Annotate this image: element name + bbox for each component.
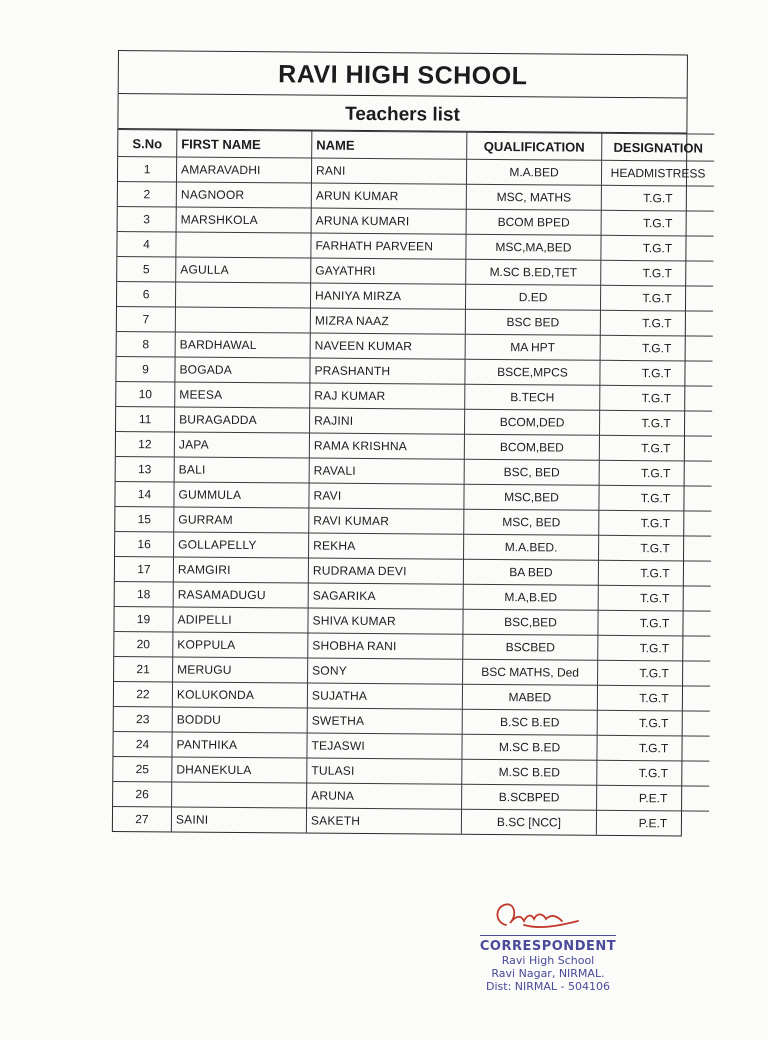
name-cell: ARUNA [307, 783, 462, 809]
qualification-cell: B.SCBPED [462, 784, 597, 810]
sno-cell: 14 [115, 481, 174, 506]
first-name-cell: BODDU [172, 707, 307, 733]
designation-cell: T.G.T [597, 735, 710, 761]
sno-cell: 17 [115, 556, 174, 581]
qualification-cell: MSC, BED [464, 509, 599, 535]
qualification-cell: M.A,B.ED [463, 584, 598, 610]
column-header-designation: DESIGNATION [602, 133, 715, 161]
name-cell: MIZRA NAAZ [310, 308, 465, 334]
first-name-cell: AGULLA [176, 257, 311, 283]
designation-cell: T.G.T [600, 360, 713, 386]
first-name-cell: BALI [174, 457, 309, 483]
sno-cell: 4 [117, 232, 176, 257]
stamp-district: Dist: NIRMAL - 504106 [486, 980, 610, 993]
sno-cell: 13 [116, 456, 175, 481]
designation-cell: P.E.T [597, 785, 710, 811]
qualification-cell: M.A.BED. [464, 534, 599, 560]
sno-cell: 22 [114, 681, 173, 706]
qualification-cell: MSC,BED [464, 484, 599, 510]
designation-cell: T.G.T [601, 260, 714, 286]
qualification-cell: BCOM BPED [466, 209, 601, 235]
designation-cell: T.G.T [598, 635, 711, 661]
sno-cell: 16 [115, 531, 174, 556]
designation-cell: T.G.T [600, 385, 713, 411]
name-cell: HANIYA MIRZA [310, 283, 465, 309]
first-name-cell: KOPPULA [173, 632, 308, 658]
sno-cell: 23 [114, 706, 173, 731]
name-cell: SHOBHA RANI [308, 633, 463, 659]
designation-cell: P.E.T [596, 810, 709, 835]
designation-cell: T.G.T [599, 460, 712, 486]
first-name-cell: GOLLAPELLY [174, 532, 309, 558]
qualification-cell: B.SC [NCC] [461, 809, 596, 835]
teachers-table [113, 129, 714, 836]
first-name-cell: ADIPELLI [173, 607, 308, 633]
first-name-cell: BARDHAWAL [175, 332, 310, 358]
qualification-cell: M.SC B.ED [462, 759, 597, 785]
designation-cell: T.G.T [598, 610, 711, 636]
qualification-cell: M.A.BED [466, 159, 601, 185]
designation-cell: T.G.T [599, 535, 712, 561]
first-name-cell [176, 232, 311, 258]
sno-cell: 12 [116, 431, 175, 456]
qualification-cell: M.SC B.ED [462, 734, 597, 760]
sno-cell: 15 [115, 506, 174, 531]
sno-cell: 11 [116, 406, 175, 431]
first-name-cell: JAPA [174, 432, 309, 458]
first-name-cell: BURAGADDA [175, 407, 310, 433]
stamp-school-name: Ravi High School [501, 954, 595, 967]
first-name-cell: GURRAM [174, 507, 309, 533]
qualification-cell: M.SC B.ED,TET [466, 259, 601, 285]
name-cell: SONY [308, 658, 463, 684]
sno-cell: 18 [115, 581, 174, 606]
sno-cell: 10 [116, 381, 175, 406]
name-cell: RAJ KUMAR [310, 383, 465, 409]
sno-cell: 26 [113, 781, 172, 806]
name-cell: SHIVA KUMAR [308, 608, 463, 634]
list-title: Teachers list [118, 94, 686, 133]
name-cell: ARUNA KUMARI [311, 208, 466, 234]
first-name-cell: PANTHIKA [172, 732, 307, 758]
column-header-name: NAME [312, 131, 467, 159]
designation-cell: HEADMISTRESS [601, 160, 714, 186]
table-row [113, 806, 709, 835]
designation-cell: T.G.T [601, 235, 714, 261]
sno-cell: 27 [113, 806, 172, 831]
name-cell: SAKETH [306, 808, 461, 834]
name-cell: PRASHANTH [310, 358, 465, 384]
first-name-cell: BOGADA [175, 357, 310, 383]
first-name-cell: DHANEKULA [172, 757, 307, 783]
first-name-cell: NAGNOOR [176, 182, 311, 208]
sno-cell: 3 [118, 207, 177, 232]
sno-cell: 2 [118, 182, 177, 207]
sno-cell: 21 [114, 656, 173, 681]
name-cell: RAVI [309, 483, 464, 509]
sno-cell: 25 [113, 756, 172, 781]
column-header-qualification: QUALIFICATION [467, 132, 602, 160]
sno-cell: 19 [114, 606, 173, 631]
first-name-cell: AMARAVADHI [176, 157, 311, 183]
signature [458, 895, 638, 935]
name-cell: FARHATH PARVEEN [311, 233, 466, 259]
sno-cell: 1 [118, 157, 177, 182]
qualification-cell: B.TECH [465, 384, 600, 410]
qualification-cell: MSC, MATHS [466, 184, 601, 210]
stamp-address: Ravi Nagar, NIRMAL. [491, 967, 605, 980]
qualification-cell: BCOM,DED [464, 409, 599, 435]
designation-cell: T.G.T [599, 510, 712, 536]
name-cell: RAMA KRISHNA [309, 433, 464, 459]
designation-cell: T.G.T [600, 310, 713, 336]
first-name-cell [175, 282, 310, 308]
designation-cell: T.G.T [601, 210, 714, 236]
first-name-cell: RAMGIRI [173, 557, 308, 583]
sno-cell: 9 [116, 356, 175, 381]
first-name-cell: GUMMULA [174, 482, 309, 508]
column-header-sno: S.No [118, 130, 177, 157]
designation-cell: T.G.T [601, 185, 714, 211]
name-cell: REKHA [309, 533, 464, 559]
column-header-first-name: FIRST NAME [177, 130, 312, 158]
designation-cell: T.G.T [598, 660, 711, 686]
sno-cell: 6 [117, 282, 176, 307]
correspondent-stamp [458, 895, 638, 993]
name-cell: SUJATHA [307, 683, 462, 709]
name-cell: GAYATHRI [311, 258, 466, 284]
designation-cell: T.G.T [597, 760, 710, 786]
teachers-list-sheet [112, 50, 706, 836]
first-name-cell [172, 782, 307, 808]
qualification-cell: BA BED [463, 559, 598, 585]
stamp-title: CORRESPONDENT [480, 935, 616, 954]
designation-cell: T.G.T [597, 685, 710, 711]
designation-cell: T.G.T [600, 285, 713, 311]
designation-cell: T.G.T [599, 485, 712, 511]
qualification-cell: BSCE,MPCS [465, 359, 600, 385]
sno-cell: 8 [117, 331, 176, 356]
qualification-cell: BSC, BED [464, 459, 599, 485]
name-cell: SWETHA [307, 708, 462, 734]
sno-cell: 20 [114, 631, 173, 656]
qualification-cell: MABED [462, 684, 597, 710]
name-cell: RUDRAMA DEVI [308, 558, 463, 584]
first-name-cell: MEESA [175, 382, 310, 408]
name-cell: RAJINI [309, 408, 464, 434]
first-name-cell: MERUGU [173, 657, 308, 683]
name-cell: SAGARIKA [308, 583, 463, 609]
qualification-cell: BSC MATHS, Ded [463, 659, 598, 685]
table-body [113, 157, 714, 836]
first-name-cell: KOLUKONDA [172, 682, 307, 708]
name-cell: RANI [311, 158, 466, 184]
name-cell: RAVI KUMAR [309, 508, 464, 534]
name-cell: TULASI [307, 758, 462, 784]
designation-cell: T.G.T [599, 435, 712, 461]
first-name-cell: SAINI [171, 807, 306, 833]
qualification-cell: D.ED [465, 284, 600, 310]
qualification-cell: B.SC B.ED [462, 709, 597, 735]
first-name-cell [175, 307, 310, 333]
designation-cell: T.G.T [599, 410, 712, 436]
first-name-cell: RASAMADUGU [173, 582, 308, 608]
first-name-cell: MARSHKOLA [176, 207, 311, 233]
designation-cell: T.G.T [597, 710, 710, 736]
designation-cell: T.G.T [600, 335, 713, 361]
qualification-cell: MA HPT [465, 334, 600, 360]
sno-cell: 7 [117, 306, 176, 331]
sno-cell: 5 [117, 257, 176, 282]
qualification-cell: BSCBED [463, 634, 598, 660]
designation-cell: T.G.T [598, 585, 711, 611]
name-cell: TEJASWI [307, 733, 462, 759]
designation-cell: T.G.T [598, 560, 711, 586]
qualification-cell: BCOM,BED [464, 434, 599, 460]
qualification-cell: BSC BED [465, 309, 600, 335]
sno-cell: 24 [113, 731, 172, 756]
name-cell: NAVEEN KUMAR [310, 333, 465, 359]
name-cell: ARUN KUMAR [311, 183, 466, 209]
name-cell: RAVALI [309, 458, 464, 484]
qualification-cell: BSC,BED [463, 609, 598, 635]
school-name: RAVI HIGH SCHOOL [119, 51, 687, 98]
qualification-cell: MSC,MA,BED [466, 234, 601, 260]
